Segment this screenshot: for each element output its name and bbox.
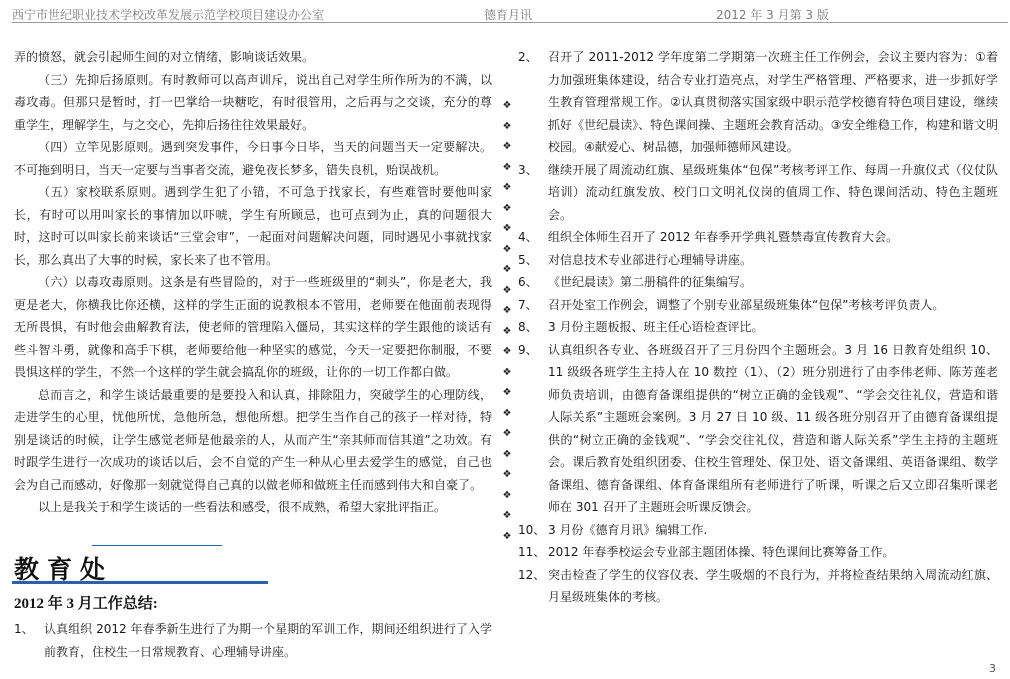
item-number: 8、 [518, 320, 538, 334]
list-item [518, 294, 998, 317]
diamond-icon: ❖ [502, 428, 512, 439]
page-number: 3 [989, 662, 996, 675]
heading-rule-bottom [12, 581, 268, 584]
diamond-icon: ❖ [502, 448, 512, 460]
diamond-icon: ❖ [502, 223, 512, 234]
item-text: 认真组织 2012 年春季新生进行了为期一个星期的军训工作，期间还组织进行了入学前教育，住校生一日常规教育、心理辅导讲座。 [44, 622, 492, 659]
paragraph: 总而言之，和学生谈话最重要的是要投入和认真，排除阻力，突破学生的心理防线，走进学生的心里，忧他所忧，急他所急，想他所想。把学生当作自己的孩子一样对待，特别是谈话的时候，让学生感觉老师是他最亲的人，从而产生“亲其师而信其道”之功效。有时跟学生进行一次成功的谈话以后，会不自觉的产生一种从心里去爱学生的感觉，自己也会为自己而感动，好像那一刻就觉得自己真的以做老师和做班主任而感到伟大和自豪了。 [14, 387, 492, 492]
list-item [518, 541, 998, 564]
item-number: 6、 [518, 275, 538, 289]
diamond-icon: ❖ [502, 305, 512, 316]
list-item [518, 159, 998, 227]
list-item [518, 226, 998, 249]
paragraph: 以上是我关于和学生谈话的一些看法和感受，很不成熟，希望大家批评指正。 [38, 500, 447, 514]
item-text: 2012 年春季校运会专业部主题团体操、特色课间比赛筹备工作。 [548, 545, 895, 559]
paragraph: （六）以毒攻毒原则。这条是有些冒险的，对于一些班级里的“刺头”，你是老大，我更是老大，你横我比你还横，这样的学生正面的说教根本不管用，老师要在他面前表现得无所畏惧，有时他会曲解教育法，使老师的管理陷入僵局，其实这样的学生跟他的谈话有些斗智斗勇，就像和高手下棋，老师要给他一种坚实的感觉，今天一定要把你制服，不要畏惧这样的学生，不然一个这样的学生就会搞乱你的班级，让你的一切工作都白做。 [14, 275, 492, 379]
item-text: 《世纪晨读》第二册稿件的征集编写。 [548, 275, 753, 289]
item-number: 7、 [518, 297, 538, 312]
list-item [518, 519, 998, 542]
diamond-icon: ❖ [502, 284, 512, 296]
list-item [518, 316, 998, 339]
list-item [518, 339, 998, 519]
diamond-icon: ❖ [502, 264, 512, 275]
paragraph: （四）立竿见影原则。遇到突发事件，今日事今日毕，当天的问题当天一定要解决。不可拖到明日，当天一定要与当事者交流，避免夜长梦多，错失良机，贻误战机。 [14, 140, 492, 177]
item-text: 认真组织各专业、各班级召开了三月份四个主题班会。3 月 16 日教育处组织 10、11 级级各班学生主持人在 10 数控（1）、（2）班分别进行了由李伟老师、陈芳莲老师负责培训，由德育备课组提供的“树立正确的金钱观”、“学会交往礼仪，营造和谐人际关系”主题班会案例。3 月 27 日 10 级、11 级各班分别召开了由德育备课组提供的“树立正确的金钱观”、“学会交往礼仪，营造和谐人际关系”学生主持的主题班会。课后教育处组织团委、住校生管理处、保卫处、语文备课组、英语备课组、数学备课组、德育备课组、体育备课组所有老师进行了听课，听课之后又立即召集听课老师在 301 召开了主题班会听课反馈会。 [548, 342, 998, 514]
list-item [518, 249, 998, 272]
diamond-icon: ❖ [502, 243, 512, 255]
heading-rule-top [92, 545, 222, 546]
item-text: 对信息技术专业部进行心理辅导讲座。 [548, 252, 753, 267]
left-items [14, 618, 492, 663]
item-text: 突击检查了学生的仪容仪表、学生吸烟的不良行为，并将检查结果纳入周流动红旗、月星级班集体的考核。 [548, 567, 998, 604]
item-text: 组织全体师生召开了 2012 年春季开学典礼暨禁毒宣传教育大会。 [548, 230, 899, 244]
item-number: 10、 [518, 522, 546, 537]
diamond-icon: ❖ [502, 100, 512, 111]
item-text: 3 月份主题板报、班主任心语检查评比。 [548, 320, 764, 334]
list-item [518, 564, 998, 609]
diamond-icon: ❖ [502, 387, 512, 398]
header-issue: 2012 年 3 月第 3 版 [716, 8, 829, 22]
item-text: 召开了 2011-2012 学年度第二学期第一次班主任工作例会，会议主要内容为：①着力加强班集体建设，结合专业打造亮点，对学生严格管理、严格要求，进一步抓好学生教育管理常规工作。②认真贯彻落实国家级中职示范学校德育特色项目建设，继续抓好《世纪晨读》、特色课间操、主题班会教育活动。③安全维稳工作，构建和谐文明校园。④献爱心、树品德，加强师德师风建设。 [548, 50, 998, 154]
diamond-icon: ❖ [502, 120, 512, 132]
item-number: 5、 [518, 252, 538, 267]
list-item [14, 618, 492, 663]
header-rule [12, 22, 1008, 23]
item-number: 11、 [518, 545, 546, 559]
diamond-icon: ❖ [502, 161, 512, 173]
item-text: 召开处室工作例会，调整了个别专业部星级班集体“包保”考核考评负责人。 [548, 297, 945, 312]
item-number: 4、 [518, 230, 538, 244]
diamond-icon: ❖ [502, 202, 512, 214]
header-office: 西宁市世纪职业技术学校改革发展示范学校项目建设办公室 [12, 8, 325, 22]
diamond-icon: ❖ [502, 469, 512, 480]
department-title: 教育处 [14, 555, 114, 584]
item-number: 12、 [518, 567, 546, 582]
item-number: 3、 [518, 162, 538, 177]
paragraph: 弄的愤怒，就会引起师生间的对立情绪，影响谈话效果。 [14, 50, 315, 64]
diamond-icon: ❖ [502, 530, 512, 542]
paragraph: （五）家校联系原则。遇到学生犯了小错，不可急于找家长，有些难管时要他叫家长，有时可以用叫家长的事情加以吓唬，学生有所顾忌，也可点到为止，真的问题很大时，这时可以叫家长前来谈话“三堂会审”，一起面对问题解决问题，同时遇见小事就找家长，那么真出了大事的时候，家长来了也不管用。 [14, 185, 492, 267]
diamond-icon: ❖ [502, 407, 512, 419]
left-column [14, 46, 492, 519]
diamond-icon: ❖ [502, 182, 512, 193]
header-publication: 德育月讯 [484, 8, 533, 22]
diamond-icon: ❖ [502, 366, 512, 378]
paragraph: （三）先抑后扬原则。有时教师可以高声训斥，说出自己对学生所作所为的不满，以毒攻毒。但那只是暂时，打一巴掌给一块糖吃，有时很管用，之后再与之交谈，充分的尊重学生，理解学生，与之交心，先抑后扬往往效果最好。 [14, 72, 492, 132]
page-header [0, 0, 1010, 26]
item-number: 1、 [14, 622, 34, 636]
item-text: 继续开展了周流动红旗、星级班集体“包保”考核考评工作、每周一升旗仪式（仪仗队培训）流动红旗发放、校门口文明礼仪岗的值周工作、特色课间活动、特色主题班会。 [548, 162, 998, 222]
diamond-icon: ❖ [502, 325, 512, 337]
list-item [518, 46, 998, 159]
department-heading [12, 540, 268, 588]
item-text: 3 月份《德育月讯》编辑工作. [548, 522, 708, 537]
diamond-icon: ❖ [502, 510, 512, 521]
summary-title: 2012 年 3 月工作总结: [14, 596, 158, 612]
column-divider [500, 96, 514, 547]
diamond-icon: ❖ [502, 141, 512, 152]
right-column [518, 46, 998, 609]
diamond-icon: ❖ [502, 489, 512, 501]
item-number: 2、 [518, 50, 538, 64]
list-item [518, 271, 998, 294]
item-number: 9、 [518, 342, 538, 357]
diamond-icon: ❖ [502, 346, 512, 357]
